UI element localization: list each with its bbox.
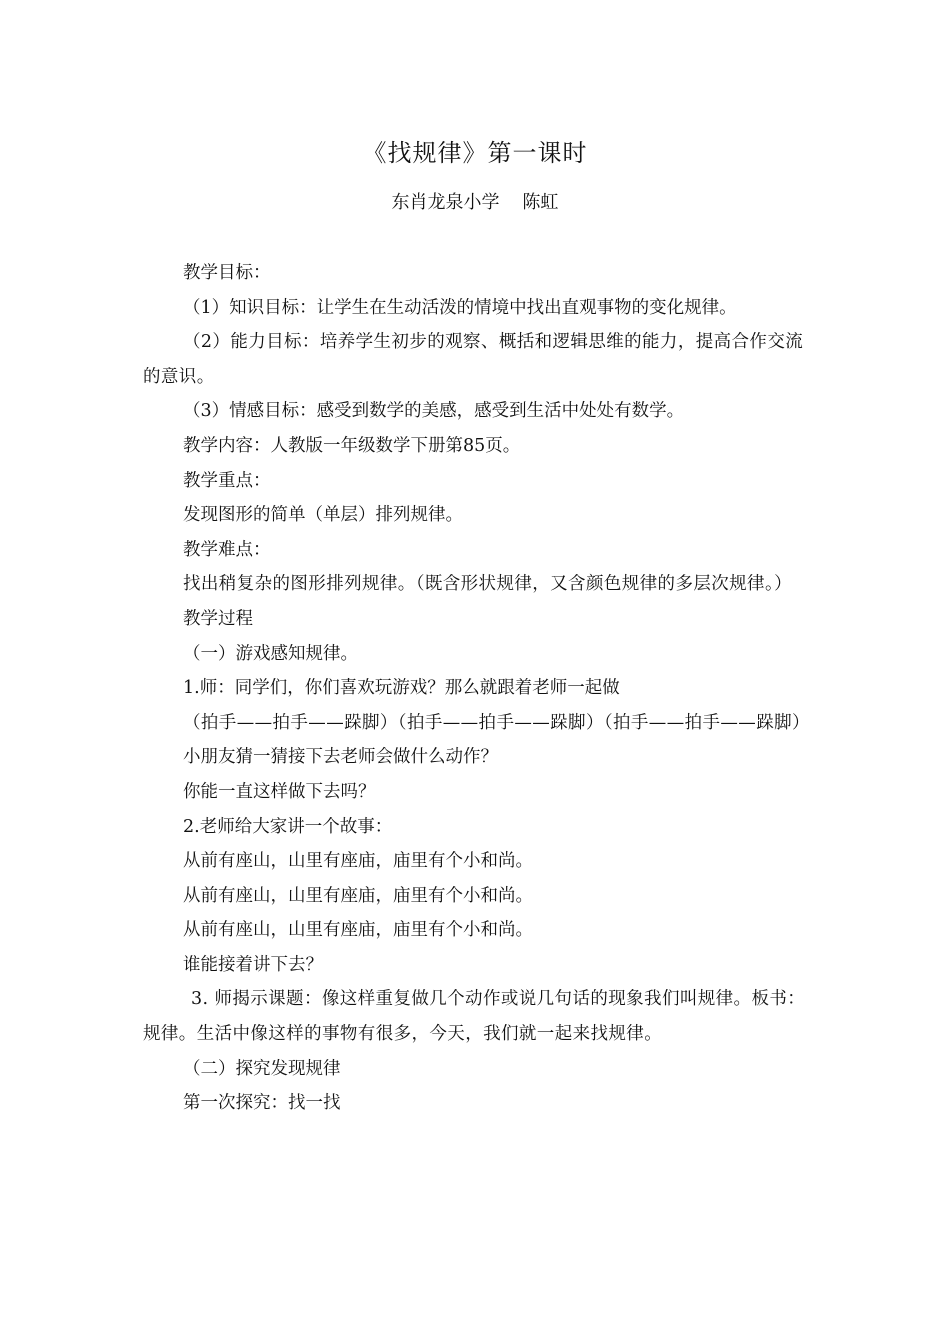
paragraph: 从前有座山，山里有座庙，庙里有个小和尚。 [183, 851, 533, 872]
paragraph: 找出稍复杂的图形排列规律。（既含形状规律，又含颜色规律的多层次规律。） [183, 574, 792, 595]
paragraph: 教学内容：人教版一年级数学下册第85页。 [183, 435, 521, 456]
paragraph: （3）情感目标：感受到数学的美感，感受到生活中处处有数学。 [183, 401, 685, 422]
paragraph: 谁能接着讲下去？ [183, 954, 323, 975]
paragraph: 3. 师揭示课题：像这样重复做几个动作或说几句话的现象我们叫规律。板书：规律。生活中像这样的事物有很多，今天，我们就一起来找规律。 [143, 989, 806, 1045]
paragraph: 1.师：同学们，你们喜欢玩游戏？那么就跟着老师一起做 [183, 678, 620, 699]
paragraph: 教学过程 [183, 608, 253, 629]
paragraph: 第一次探究：找一找 [183, 1093, 341, 1114]
paragraph: 从前有座山，山里有座庙，庙里有个小和尚。 [183, 885, 533, 906]
paragraph: （二）探究发现规律 [183, 1058, 341, 1079]
paragraph: 教学重点： [183, 470, 271, 491]
paragraph: 你能一直这样做下去吗？ [183, 781, 376, 802]
paragraph: （一）游戏感知规律。 [183, 643, 358, 664]
paragraph: 2.老师给大家讲一个故事： [183, 816, 393, 837]
document-title: 《找规律》第一课时 [362, 139, 588, 167]
paragraph: 教学难点： [183, 539, 271, 560]
document-author: 东肖龙泉小学 陈虹 [391, 192, 559, 213]
paragraph: （2）能力目标：培养学生初步的观察、概括和逻辑思维的能力，提高合作交流的意识。 [143, 332, 804, 387]
paragraph: 小朋友猜一猜接下去老师会做什么动作？ [183, 747, 498, 768]
paragraph: （1）知识目标：让学生在生动活泼的情境中找出直观事物的变化规律。 [183, 297, 737, 318]
paragraph: 发现图形的简单（单层）排列规律。 [183, 505, 463, 526]
paragraph: （拍手——拍手——跺脚）（拍手——拍手——跺脚）（拍手——拍手——跺脚） [183, 712, 810, 733]
paragraph: 教学目标： [183, 263, 271, 283]
paragraph: 从前有座山，山里有座庙，庙里有个小和尚。 [183, 920, 533, 941]
document-body [143, 256, 811, 1121]
